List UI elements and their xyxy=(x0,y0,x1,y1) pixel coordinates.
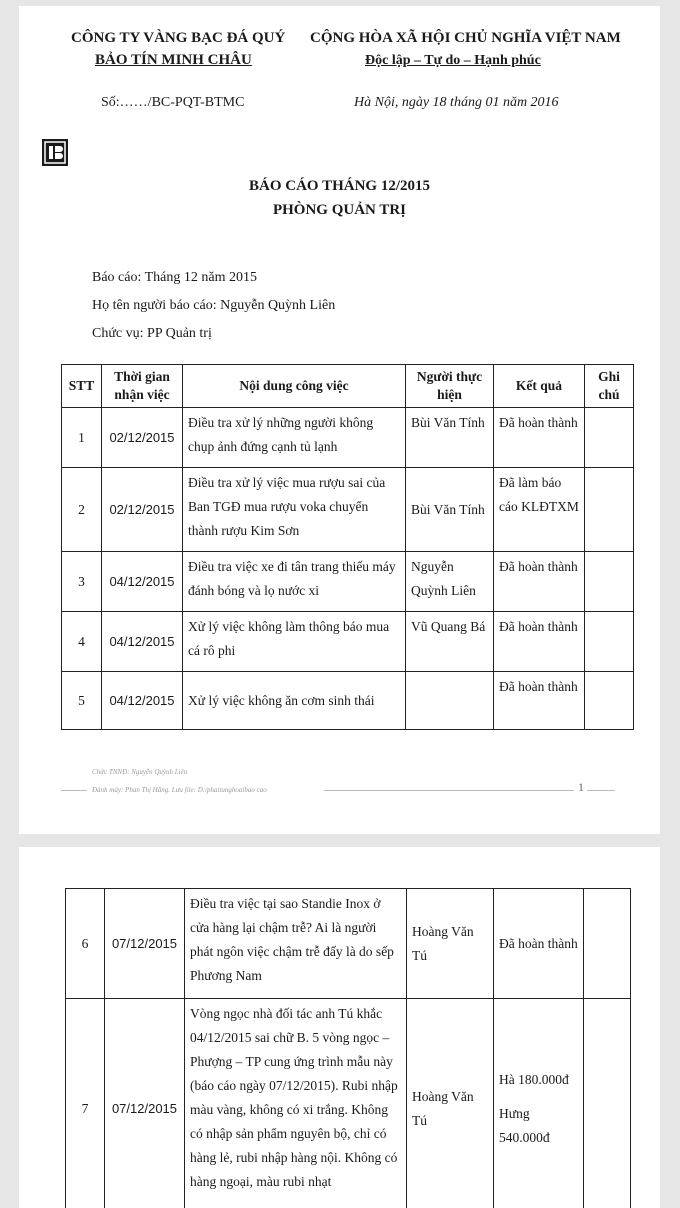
header-stt: STT xyxy=(62,365,102,408)
report-table-continued xyxy=(65,888,631,1208)
report-table xyxy=(61,364,634,730)
footer-author: Chức TNNĐ: Nguyễn Quỳnh Liên xyxy=(92,768,188,776)
cell-result: Đã hoàn thành xyxy=(494,408,585,468)
cell-date: 04/12/2015 xyxy=(102,672,183,730)
table-row xyxy=(62,612,634,672)
header-person-line1: Người thực xyxy=(416,369,483,384)
reporter-name: Họ tên người báo cáo: Nguyễn Quỳnh Liên xyxy=(92,298,336,313)
footer-rule-right xyxy=(587,790,615,791)
cell-date: 02/12/2015 xyxy=(102,468,183,552)
table-row xyxy=(62,672,634,730)
cell-date: 04/12/2015 xyxy=(102,552,183,612)
report-period: Báo cáo: Tháng 12 năm 2015 xyxy=(92,270,257,285)
table-row xyxy=(66,889,631,999)
footer-rule-mid xyxy=(324,790,574,791)
cell-note xyxy=(585,552,634,612)
cell-stt: 1 xyxy=(62,408,102,468)
cell-result xyxy=(494,999,584,1208)
document-page-1 xyxy=(19,6,660,834)
page-number: 1 xyxy=(578,780,584,794)
cell-result: Đã hoàn thành xyxy=(494,889,584,999)
cell-date: 04/12/2015 xyxy=(102,612,183,672)
cell-content: Điều tra xử lý những người không chụp ảnh đứng cạnh tủ lạnh xyxy=(183,408,406,468)
cell-note xyxy=(584,889,631,999)
cell-date: 07/12/2015 xyxy=(105,889,185,999)
cell-person: Hoàng Văn Tú xyxy=(407,889,494,999)
cell-stt: 5 xyxy=(62,672,102,730)
cell-result: Đã hoàn thành xyxy=(494,612,585,672)
cell-result-line2: Hưng 540.000đ xyxy=(499,1105,550,1145)
cell-date: 02/12/2015 xyxy=(102,408,183,468)
cell-stt: 4 xyxy=(62,612,102,672)
cell-note xyxy=(585,612,634,672)
republic-title: CỘNG HÒA XÃ HỘI CHỦ NGHĨA VIỆT NAM xyxy=(310,30,621,46)
table-header-row xyxy=(62,365,634,408)
document-number: Số:……/BC-PQT-BTMC xyxy=(101,95,245,110)
header-date-line1: Thời gian xyxy=(114,369,170,384)
cell-stt: 6 xyxy=(66,889,105,999)
cell-content: Xử lý việc không làm thông báo mua cá rô phi xyxy=(183,612,406,672)
header-result: Kết quả xyxy=(494,365,585,408)
document-page-2 xyxy=(19,847,660,1208)
cell-note xyxy=(585,408,634,468)
cell-person: Bùi Văn Tính xyxy=(406,408,494,468)
cell-result: Đã làm báo cáo KLĐTXM xyxy=(494,468,585,552)
cell-person: Nguyễn Quỳnh Liên xyxy=(406,552,494,612)
header-note-line1: Ghi xyxy=(598,369,620,384)
header-person xyxy=(406,365,494,408)
cell-stt: 3 xyxy=(62,552,102,612)
cell-result: Đã hoàn thành xyxy=(494,672,585,730)
footer-rule-left xyxy=(61,790,87,791)
cell-date: 07/12/2015 xyxy=(105,999,185,1208)
cell-stt: 2 xyxy=(62,468,102,552)
cell-note xyxy=(585,468,634,552)
cell-person: Hoàng Văn Tú xyxy=(407,999,494,1208)
reporter-position: Chức vụ: PP Quản trị xyxy=(92,326,212,341)
header-note-line2: chú xyxy=(598,387,620,402)
cell-content: Vòng ngọc nhà đối tác anh Tú khắc 04/12/2015 sai chữ B. 5 vòng ngọc – Phượng – TP cung ứng trình mẫu này (báo cáo ngày 07/12/2015). Rubi nhập màu vàng, không có xi trắng. Không có nhập sản phẩm nguyên bộ, chỉ có hàng lẻ, rubi nhập hàng nội. Không có hàng ngoại, màu rubi nhạt xyxy=(185,999,407,1208)
cell-content: Điều tra việc xe đi tân trang thiếu máy đánh bóng và lọ nước xi xyxy=(183,552,406,612)
company-name: CÔNG TY VÀNG BẠC ĐÁ QUÝ xyxy=(71,30,286,46)
cell-person: Bùi Văn Tính xyxy=(406,468,494,552)
cell-stt: 7 xyxy=(66,999,105,1208)
report-subtitle: PHÒNG QUẢN TRỊ xyxy=(272,202,407,218)
header-date xyxy=(102,365,183,408)
cell-content: Điều tra xử lý việc mua rượu sai của Ban TGĐ mua rượu voka chuyển thành rượu Kim Sơn xyxy=(183,468,406,552)
company-brand: BẢO TÍN MINH CHÂU xyxy=(95,52,252,68)
cell-person xyxy=(406,672,494,730)
republic-motto: Độc lập – Tự do – Hạnh phúc xyxy=(365,53,541,68)
header-note xyxy=(585,365,634,408)
header-date-line2: nhận việc xyxy=(114,387,170,402)
table-row xyxy=(62,468,634,552)
table-row xyxy=(66,999,631,1208)
cell-note xyxy=(585,672,634,730)
cell-result-line1: Hà 180.000đ xyxy=(499,1071,569,1087)
cell-content: Xử lý việc không ăn cơm sinh thái xyxy=(183,672,406,730)
header-content: Nội dung công việc xyxy=(183,365,406,408)
cell-person: Vũ Quang Bá xyxy=(406,612,494,672)
place-date: Hà Nội, ngày 18 tháng 01 năm 2016 xyxy=(354,95,559,110)
header-person-line2: hiện xyxy=(437,387,462,402)
table-row xyxy=(62,552,634,612)
cell-note xyxy=(584,999,631,1208)
cell-result: Đã hoàn thành xyxy=(494,552,585,612)
report-title: BÁO CÁO THÁNG 12/2015 xyxy=(249,178,430,194)
footer-typist: Đánh máy: Phan Thị Hằng. Lưu file: D:/phaitunghoaibao cao xyxy=(92,786,267,794)
cell-content: Điều tra việc tại sao Standie Inox ở cửa hàng lại chậm trễ? Ai là người phát ngôn việc chậm trễ đấy là do sếp Phương Nam xyxy=(185,889,407,999)
company-logo-icon xyxy=(42,139,68,166)
table-row xyxy=(62,408,634,468)
